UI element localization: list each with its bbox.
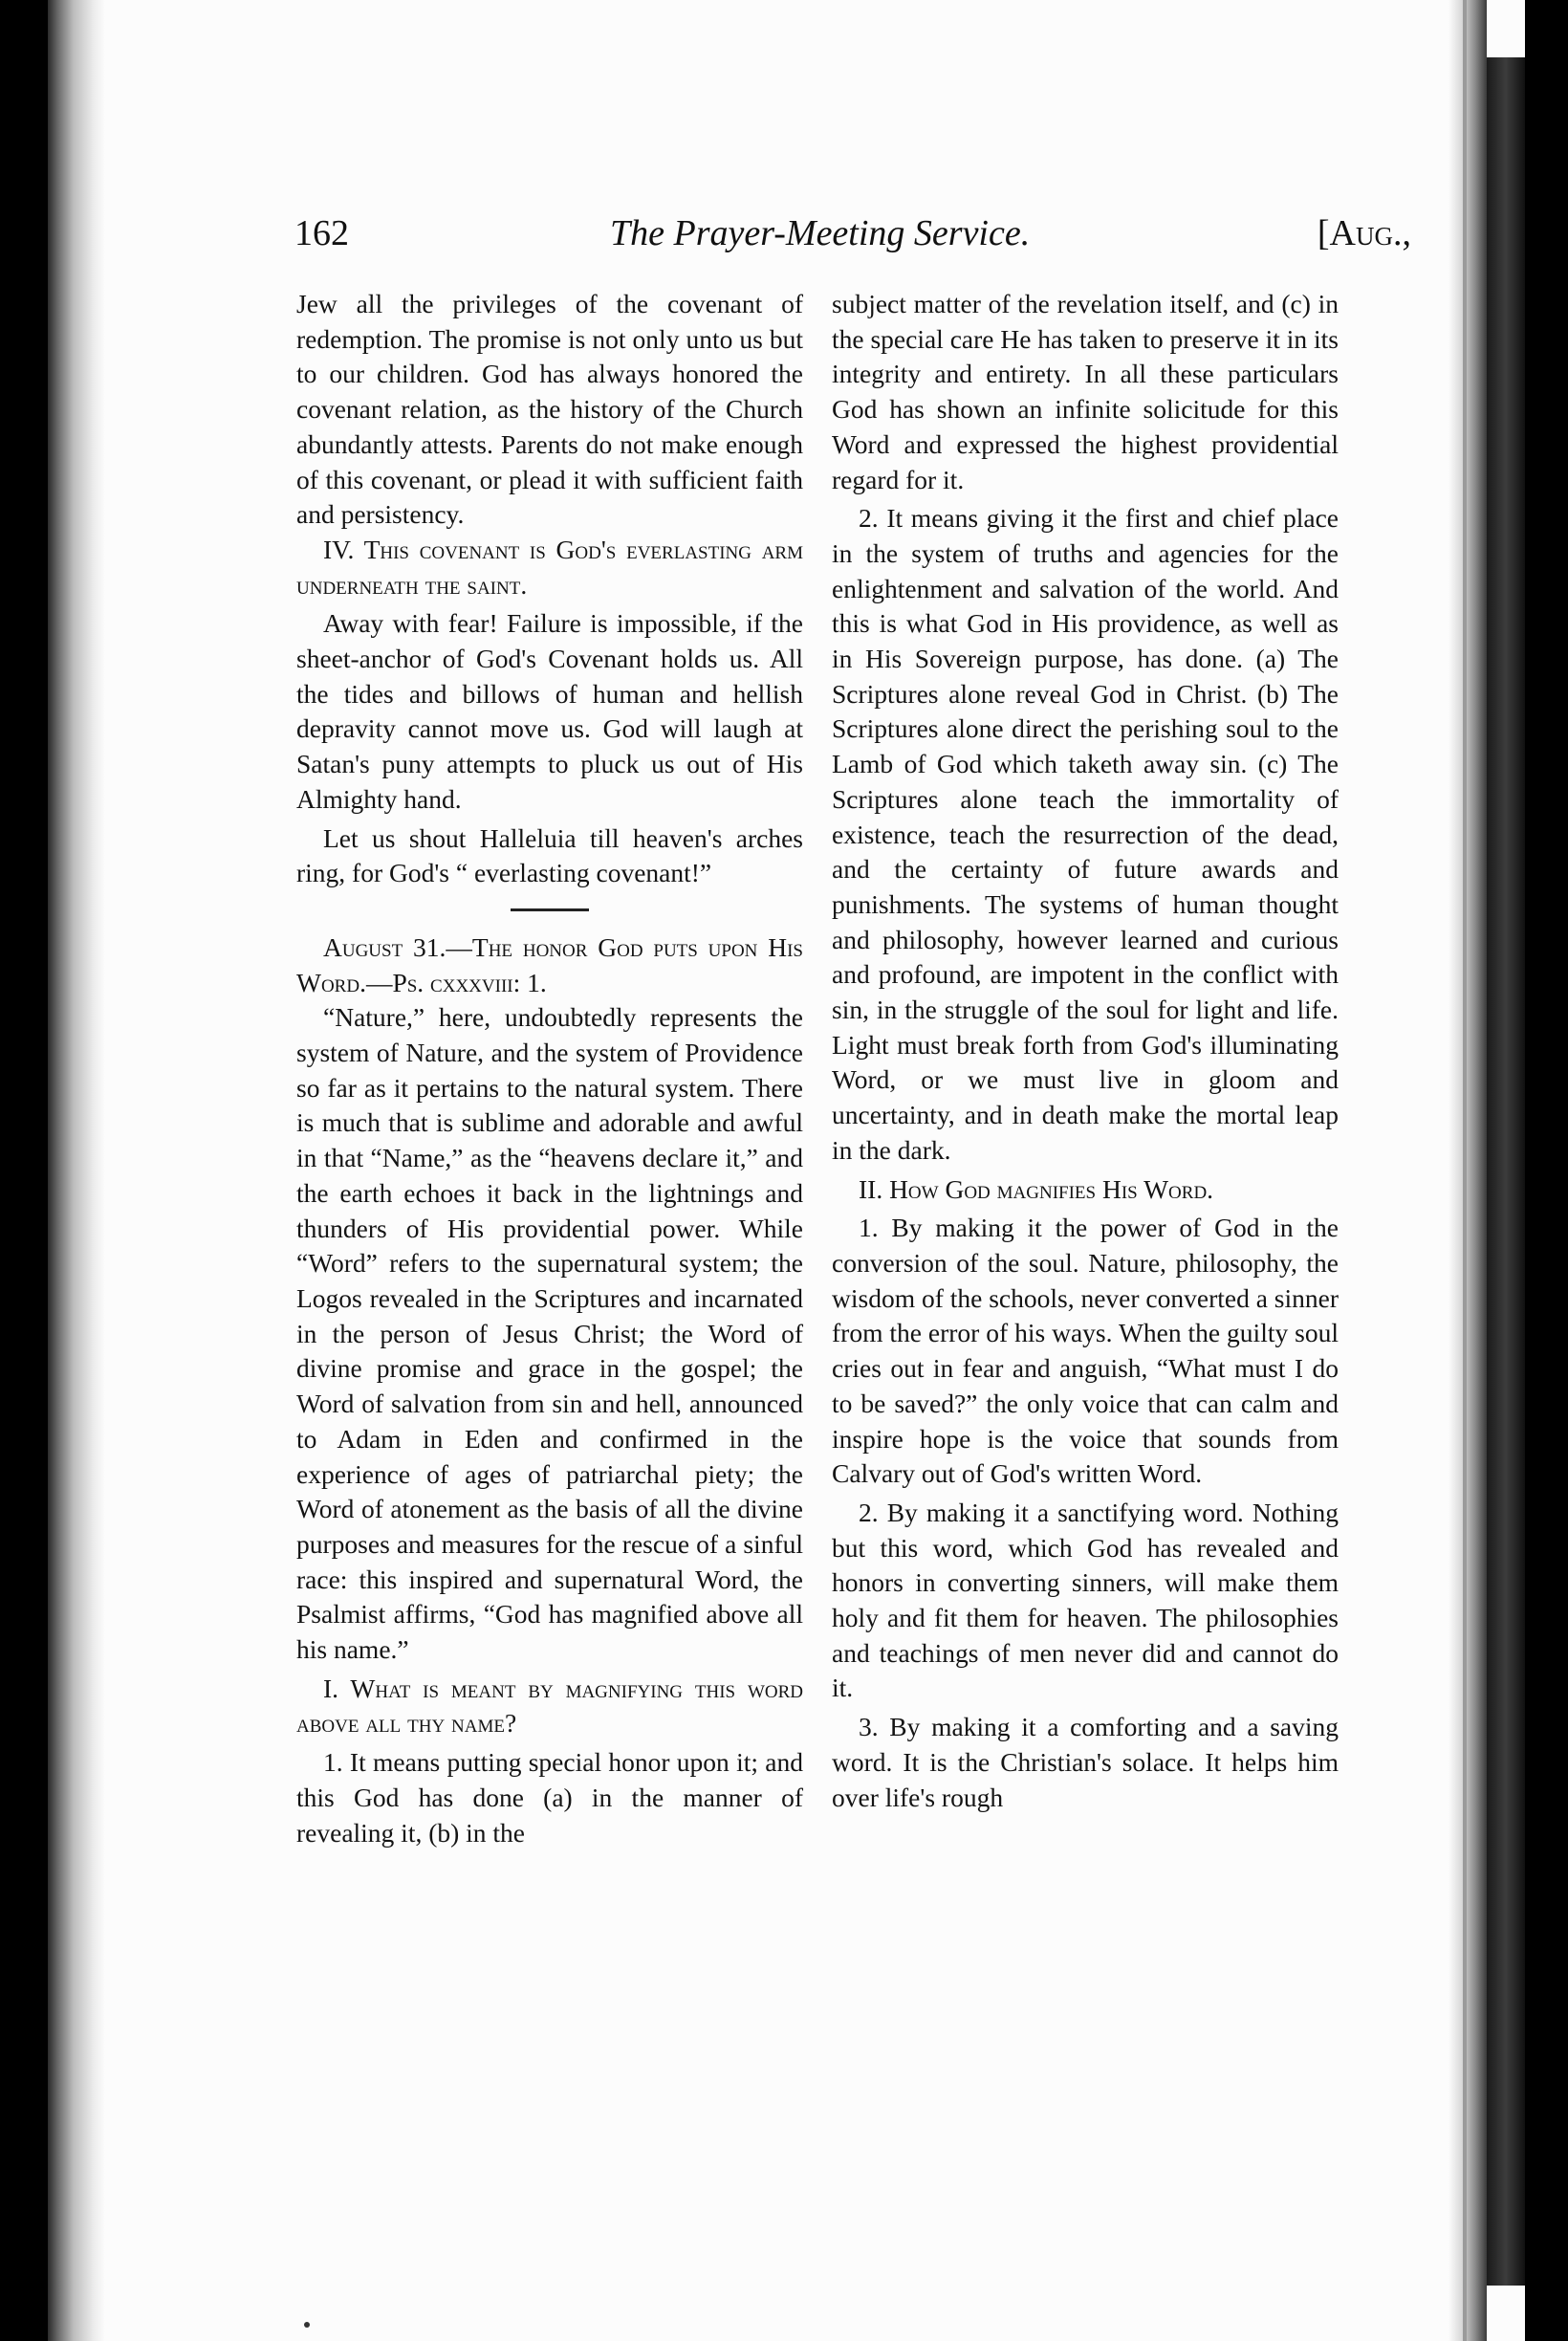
heading-everlasting-arm: IV. This covenant is God's everlasting arm underneath the saint. [296,534,803,600]
left-column [296,287,803,1850]
paragraph-halleluia: Let us shout Halleluia till heaven's arches ring, for God's “ everlasting covenant!” [296,822,803,888]
scan-speck [304,2322,310,2328]
right-column [832,287,1339,1815]
facing-page-edge [1487,57,1525,2286]
heading-how-god-magnifies: II. How God magnifies His Word. [859,1173,1214,1204]
paragraph-nature-name: “Nature,” here, undoubtedly represents the system of Nature, and the system of Providence so far as it pertains to the natural system. There is much that is sublime and adorable and awful in that “Name,” as the “heavens declare it,” and the earth echoes it back in the lightnings and thunders of His providential power. While “Word” refers to the supernatural system; the Logos revealed in the Scriptures and incarnated in the person of Jesus Christ; the Word of divine promise and grace in the gospel; the Word of salvation from sin and hell, announced to Adam in Eden and confirmed in the experience of ages of patriarchal piety; the Word of atonement as the basis of all the divine purposes and measures for the rescue of a sinful race: this inspired and supernatural Word, the Psalmist affirms, “God has magnified above all his name.” [296,1002,803,1665]
paragraph-first-place: 2. It means giving it the first and chief place in the system of truths and agencies for the enlightenment and salvation of the world. And this is what God in His providence, as well as in His Sovereign purpose, has done. (a) The Scriptures alone reveal God in Christ. (b) The Scriptures alone direct the perishing soul to the Lamb of God which taketh away sin. (c) The Scriptures alone teach the immortality of existence, teach the resurrection of the dead, and the certainty of future awards and punishments. The systems of human thought and philosophy, however learned and curious and profound, are impotent in the conflict with sin, in the struggle of the soul for light and life. Light must break forth from God's illuminating Word, or we must live in gloom and uncertainty, and in death make the mortal leap in the dark. [832,503,1339,1165]
paragraph-sanctifying: 2. By making it a sanctifying word. Nothing but this word, which God has revealed and honors in converting sinners, will make them holy and fit them for heaven. The philosophies and teachings of men never did and cannot do it. [832,1497,1339,1703]
page-number: 162 [294,213,349,253]
section-divider [511,908,589,911]
running-title: The Prayer-Meeting Service. [610,213,1031,253]
paragraph-away-with-fear: Away with fear! Failure is impossible, if the sheet-anchor of God's Covenant holds us. All the tides and billows of human and hellish depravity cannot move us. God will laugh at Satan's puny attempts to pluck us out of His Almighty hand. [296,608,803,814]
paragraph-comforting: 3. By making it a comforting and a saving word. It is the Christian's solace. It helps him over life's rough [832,1712,1339,1812]
paragraph-covenant-privileges: Jew all the privileges of the covenant of redemption. The promise is not only unto us but to our children. God has always honored the covenant relation, as the history of the Church abundantly attests. Parents do not make enough of this covenant, or plead it with sufficient faith and persistency. [296,289,803,530]
header-month: [Aug., [1317,213,1411,253]
running-header [294,212,1411,270]
book-gutter-shadow [48,0,105,2341]
heading-what-is-meant: I. What is meant by magnifying this word above all thy name? [296,1673,803,1739]
paragraph-subject-matter: subject matter of the revelation itself, and (c) in the special care He has taken to preserve it in its integrity and entirety. In all these particulars God has shown an infinite solicitude for this Word and expressed the highest providential regard for it. [832,289,1339,494]
page-edge-line [1463,0,1467,2341]
heading-august-31: August 31.—The honor God puts upon His Word.—Ps. cxxxviii: 1. [296,931,803,997]
paragraph-special-honor: 1. It means putting special honor upon it; and this God has done (a) in the manner of revealing it, (b) in the [296,1747,803,1848]
paragraph-power-of-god: 1. By making it the power of God in the conversion of the soul. Nature, philosophy, the wisdom of the schools, never converted a sinner from the error of his ways. When the guilty soul cries out in fear and anguish, “What must I do to be saved?” the only voice that can calm and inspire hope is the voice that sounds from Calvary out of God's written Word. [832,1213,1339,1489]
page-edge-shadow [1448,0,1487,2341]
